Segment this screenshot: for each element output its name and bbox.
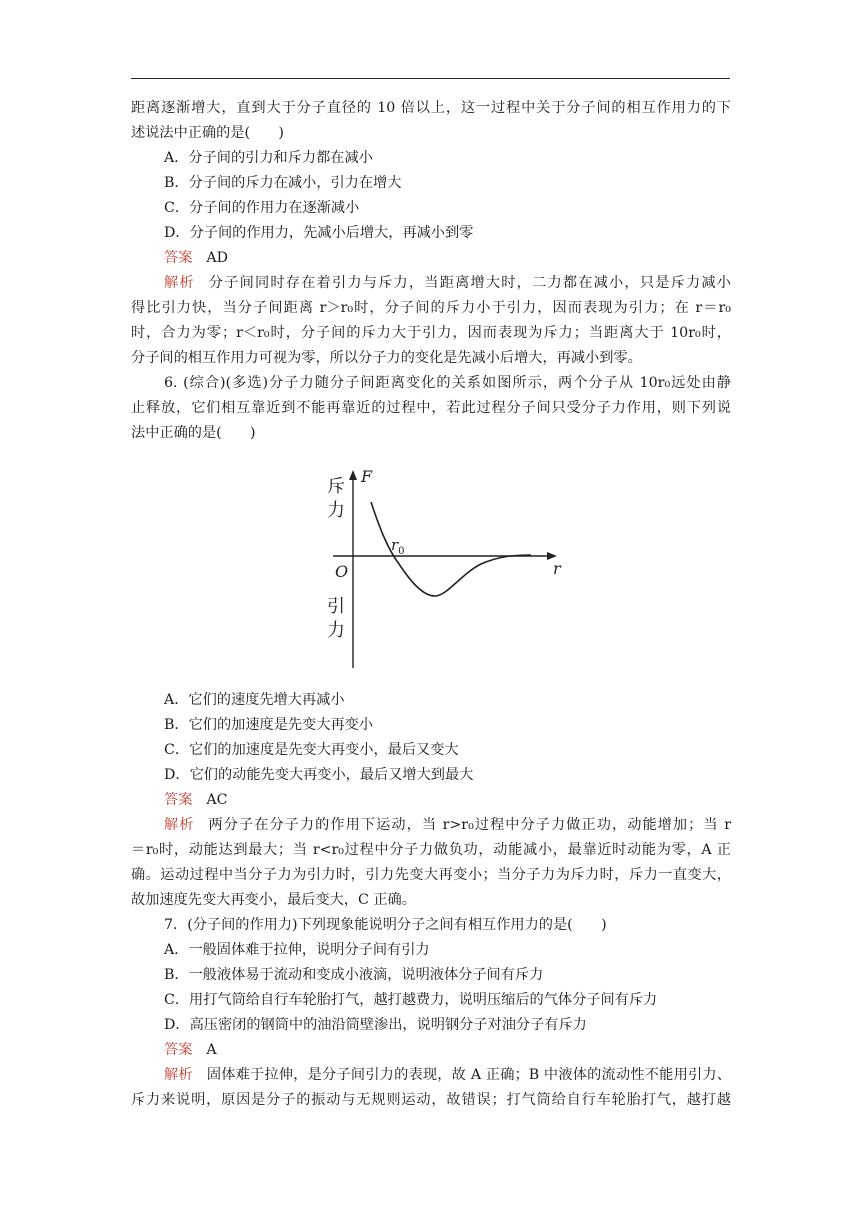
q6-option-c: C．它们的加速度是先变大再变小，最后又变大	[164, 742, 459, 758]
q7-option-d: D．高压密闭的钢筒中的油沿筒壁渗出，说明钢分子对油分子有斥力	[164, 1017, 587, 1033]
analysis-text: 固体难于拉伸，是分子间引力的表现，故 A 正确；B 中液体的流动性不能用引力、	[206, 1067, 731, 1083]
q6-analysis-line: 确。运动过程中当分子力为引力时，引力先变大再变小；当分子力为斥力时，斥力一直变大，	[131, 867, 731, 883]
x-axis-label: r	[553, 559, 561, 578]
q5-analysis-line	[131, 271, 731, 296]
q5-option-b: B．分子间的斥力在减小，引力在增大	[164, 175, 402, 191]
analysis-label: 解析	[164, 275, 195, 291]
q6-analysis-line: ＝r₀时，动能达到最大；当 r<r₀过程中分子力做负功，动能减小，最靠近时动能为零，A 正	[131, 842, 731, 858]
q5-stem-line: 述说法中正确的是( )	[131, 125, 284, 141]
q6-analysis-line: 故加速度先变大再变小，最后变大，C 正确。	[131, 892, 416, 908]
origin-label: O	[335, 562, 349, 581]
q7-option-c: C．用打气筒给自行车轮胎打气，越打越费力，说明压缩后的气体分子间有斥力	[164, 992, 658, 1008]
q7-analysis-line	[131, 1063, 731, 1088]
q7-option-b: B．一般液体易于流动和变成小液滴，说明液体分子间有斥力	[164, 967, 544, 983]
q6-stem-line: 6. (综合)(多选)分子力随分子间距离变化的关系如图所示，两个分子从 10r₀远处由静	[164, 375, 731, 391]
header-rule	[131, 78, 730, 79]
answer-value: AC	[206, 792, 228, 808]
answer-value: AD	[206, 250, 229, 266]
lower-label-2: 力	[327, 620, 345, 641]
q5-analysis-line: 得比引力快，当分子间距离 r＞r₀时，分子间的斥力小于引力，因而表现为引力；在 r＝r₀	[131, 300, 731, 316]
upper-label-2: 力	[327, 500, 345, 521]
q5-option-c: C．分子间的作用力在逐渐减小	[164, 200, 360, 216]
analysis-label: 解析	[164, 817, 195, 833]
force-curve-diagram	[319, 456, 569, 678]
answer-value: A	[206, 1042, 217, 1058]
y-axis-arrow	[349, 470, 357, 480]
lower-label-1: 引	[327, 596, 345, 617]
q6-answer-row	[131, 788, 731, 813]
q5-answer-row	[131, 246, 731, 271]
q5-option-d: D．分子间的作用力，先减小后增大，再减小到零	[164, 225, 474, 241]
answer-label: 答案	[164, 1042, 193, 1058]
q6-option-b: B．它们的加速度是先变大再变小	[164, 717, 374, 733]
analysis-text: 两分子在分子力的作用下运动，当 r>r₀过程中分子力做正功，动能增加；当 r	[208, 817, 731, 833]
q7-answer-row	[131, 1038, 731, 1063]
y-axis-label: F	[361, 467, 373, 486]
q6-stem-line: 法中正确的是( )	[131, 425, 256, 441]
q6-analysis-line	[131, 813, 731, 838]
answer-label: 答案	[164, 250, 193, 266]
analysis-label: 解析	[164, 1067, 193, 1083]
q5-analysis-line: 时，合力为零；r＜r₀时，分子间的斥力大于引力，因而表现为斥力；当距离大于 10r₀时，	[131, 325, 731, 341]
document-body	[131, 96, 731, 1113]
q6-option-a: A．它们的速度先增大再减小	[164, 692, 345, 708]
answer-label: 答案	[164, 792, 193, 808]
q5-analysis-line: 分子间的相互作用力可视为零，所以分子力的变化是先减小后增大，再减小到零。	[131, 350, 642, 366]
q6-option-d: D．它们的动能先变大再变小，最后又增大到最大	[164, 767, 474, 783]
q7-analysis-line: 斥力来说明，原因是分子的振动与无规则运动，故错误；打气筒给自行车轮胎打气，越打越	[131, 1092, 731, 1108]
q5-option-a: A．分子间的引力和斥力都在减小	[164, 150, 373, 166]
analysis-text: 分子间同时存在着引力与斥力，当距离增大时，二力都在减小，只是斥力减小	[208, 275, 731, 291]
r0-label: $r_0$	[391, 536, 405, 557]
force-distance-figure	[131, 446, 731, 688]
q5-stem-line: 距离逐渐增大，直到大于分子直径的 10 倍以上，这一过程中关于分子间的相互作用力的下	[131, 100, 731, 116]
q6-stem-line: 止释放，它们相互靠近到不能再靠近的过程中，若此过程分子间只受分子力作用，则下列说	[131, 400, 731, 416]
upper-label-1: 斥	[327, 476, 345, 497]
q7-option-a: A．一般固体难于拉伸，说明分子间有引力	[164, 942, 430, 958]
q7-stem: 7．(分子间的作用力)下列现象能说明分子之间有相互作用力的是( )	[164, 917, 607, 933]
